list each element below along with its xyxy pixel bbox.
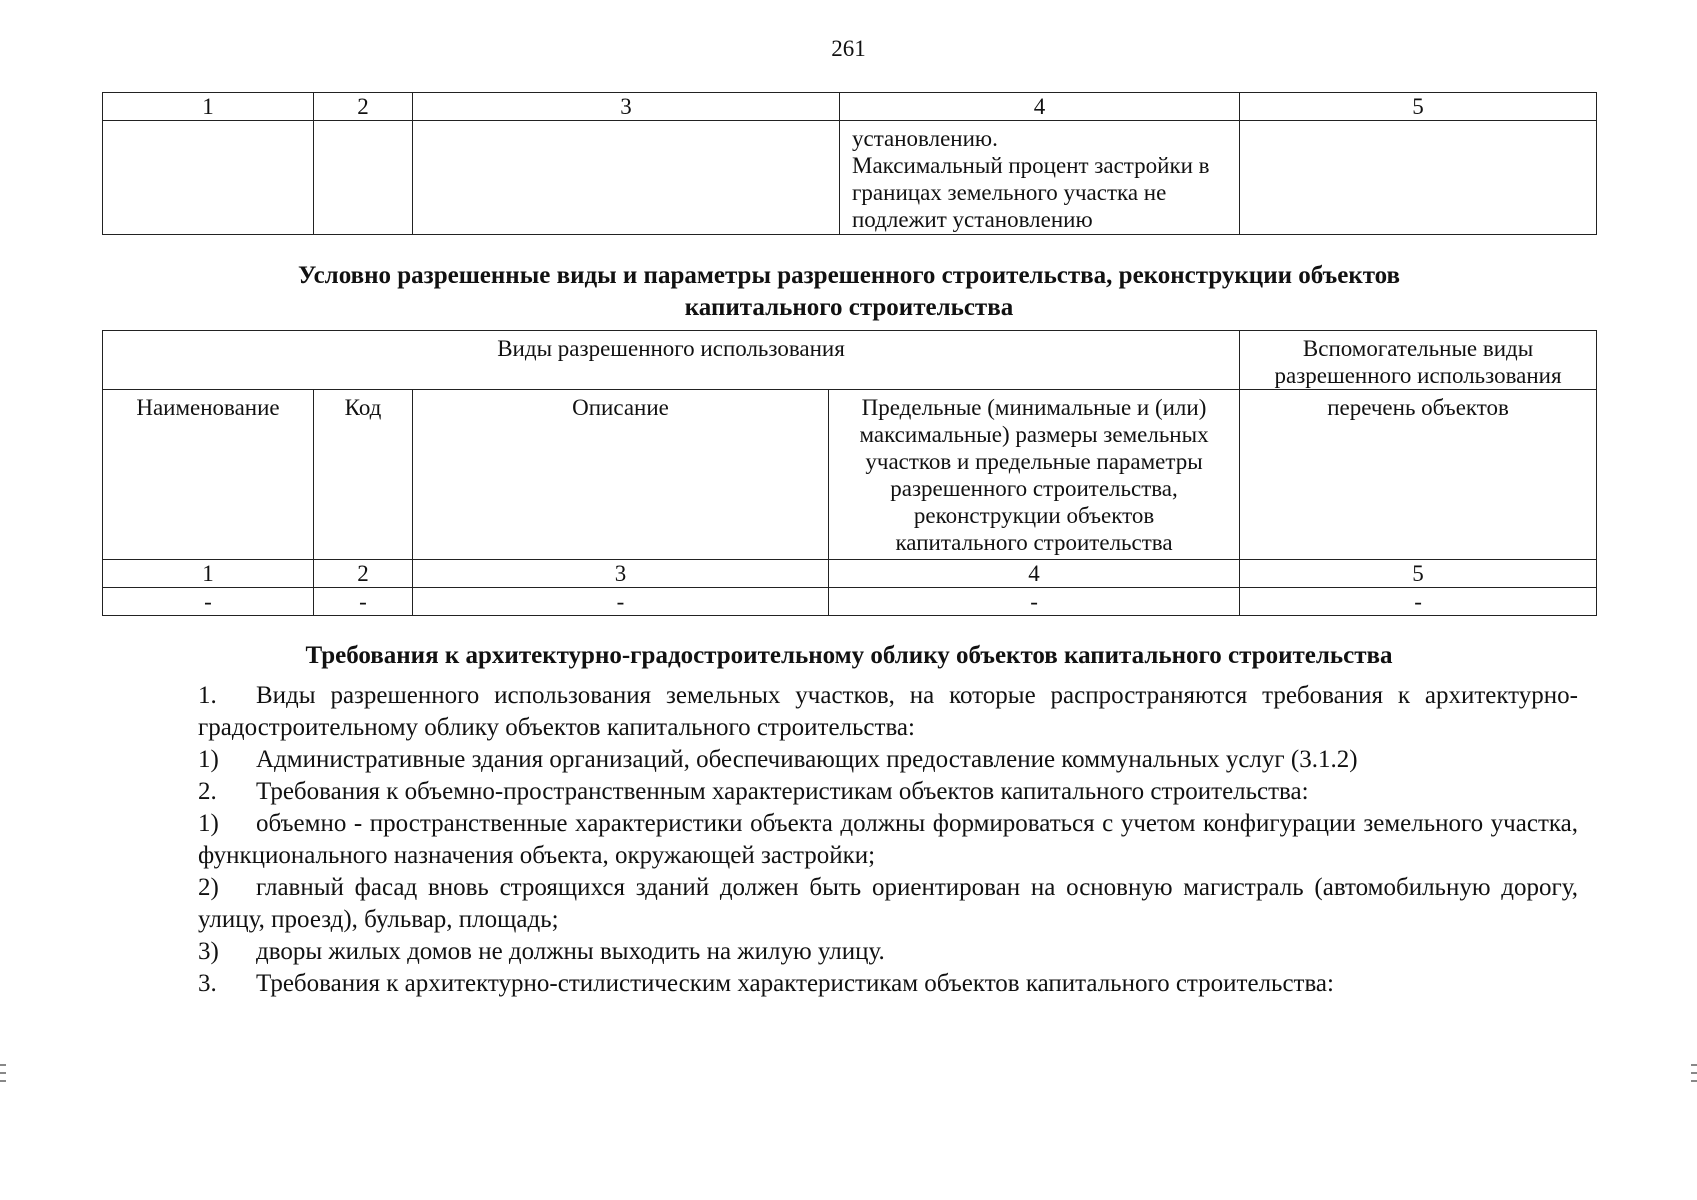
column-number-4: 4 <box>829 560 1240 588</box>
margin-mark <box>1691 1080 1697 1082</box>
table-column-header-row <box>103 390 1597 560</box>
table-number-row <box>103 560 1597 588</box>
table-cell: - <box>829 588 1240 616</box>
table-header-row <box>103 93 1597 121</box>
table-row <box>103 121 1597 235</box>
permitted-use-group-header: Виды разрешенного использования <box>103 331 1240 390</box>
conditional-use-title <box>102 260 1596 324</box>
title-line: капитального строительства <box>684 294 1014 321</box>
column-number-4: 4 <box>840 93 1240 121</box>
item-text: объемно - пространственные характеристики объекта должны формироваться с учетом конфигурации земельного участка, функционального назначения объекта, окружающей застройки; <box>198 810 1578 869</box>
table-cell: - <box>103 588 314 616</box>
column-header-code: Код <box>314 390 413 560</box>
item-number: 1) <box>198 746 219 773</box>
list-item <box>112 808 1578 872</box>
table-cell: - <box>314 588 413 616</box>
item-text: Виды разрешенного использования земельных участков, на которые распространяются требования к архитектурно-градостроительному облику объектов капитального строительства: <box>198 682 1578 741</box>
column-number-3: 3 <box>413 93 840 121</box>
column-number-5: 5 <box>1240 560 1597 588</box>
conditional-use-table <box>102 330 1597 616</box>
item-text: главный фасад вновь строящихся зданий должен быть ориентирован на основную магистраль (автомобильную дорогу, улицу, проезд), бульвар, площадь; <box>198 874 1578 933</box>
column-header-name: Наименование <box>103 390 314 560</box>
item-number: 1) <box>198 810 219 837</box>
item-text: Требования к архитектурно-стилистическим характеристикам объектов капитального строительства: <box>256 970 1334 997</box>
table-group-header-row <box>103 331 1597 390</box>
list-item <box>112 872 1578 936</box>
table-cell-empty <box>413 121 840 235</box>
margin-mark <box>0 1064 6 1066</box>
list-item <box>112 744 1578 776</box>
cell-line: установлению. <box>852 126 998 151</box>
column-header-description: Описание <box>413 390 829 560</box>
title-line: Условно разрешенные виды и параметры разрешенного строительства, реконструкции объектов <box>297 262 1401 289</box>
item-number: 3) <box>198 938 219 965</box>
page-number: 261 <box>831 36 866 61</box>
margin-mark <box>1691 1072 1697 1074</box>
cell-line: границах земельного участка не <box>852 180 1167 205</box>
table-cell-empty <box>314 121 413 235</box>
item-text: дворы жилых домов не должны выходить на жилую улицу. <box>256 938 885 965</box>
table-cell-empty <box>103 121 314 235</box>
column-header-objects-list: перечень объектов <box>1240 390 1597 560</box>
margin-mark <box>0 1072 6 1074</box>
margin-mark <box>1691 1064 1697 1066</box>
column-number-1: 1 <box>103 93 314 121</box>
item-number: 3. <box>198 970 217 997</box>
list-item <box>112 968 1578 1000</box>
parameters-cell <box>840 121 1240 235</box>
table-row <box>103 588 1597 616</box>
cell-line: подлежит установлению <box>852 207 1093 232</box>
table-cell-empty <box>1240 121 1597 235</box>
list-item <box>112 776 1578 808</box>
column-header-parameters: Предельные (минимальные и (или) максимальные) размеры земельных участков и предельные параметры разрешенного строительства, реконструкции объектов капитального строительства <box>829 390 1240 560</box>
margin-mark <box>0 1080 6 1082</box>
item-number: 2. <box>198 778 217 805</box>
auxiliary-use-header: Вспомогательные виды разрешенного использования <box>1240 331 1597 390</box>
list-item <box>112 680 1578 744</box>
cell-line: Максимальный процент застройки в <box>852 153 1210 178</box>
list-item <box>112 936 1578 968</box>
table-cell: - <box>1240 588 1597 616</box>
table-cell: - <box>413 588 829 616</box>
item-text: Требования к объемно-пространственным характеристикам объектов капитального строительства: <box>256 778 1309 805</box>
column-number-2: 2 <box>314 560 413 588</box>
item-text: Административные здания организаций, обеспечивающих предоставление коммунальных услуг (3.1.2) <box>256 746 1358 773</box>
column-number-1: 1 <box>103 560 314 588</box>
continued-table <box>102 92 1597 235</box>
column-number-3: 3 <box>413 560 829 588</box>
column-number-5: 5 <box>1240 93 1597 121</box>
item-number: 2) <box>198 874 219 901</box>
column-number-2: 2 <box>314 93 413 121</box>
item-number: 1. <box>198 682 217 709</box>
architectural-requirements-title: Требования к архитектурно-градостроительному облику объектов капитального строительства <box>305 642 1393 669</box>
